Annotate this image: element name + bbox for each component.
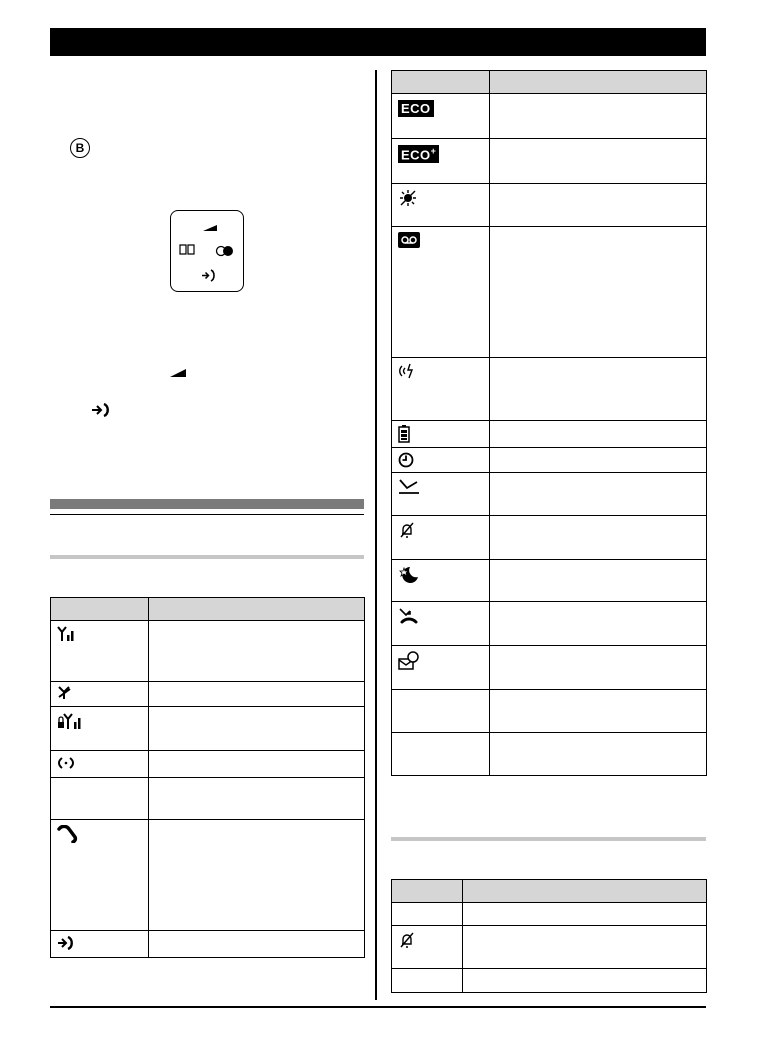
message-alert-icon (398, 478, 420, 496)
b-callout-badge: B (70, 138, 90, 158)
intercom-transfer-icon (201, 269, 217, 285)
handset-in-use-icon (57, 825, 79, 843)
meaning-column-header (463, 880, 707, 903)
intercom-icon (57, 936, 75, 950)
keypad-diagram (170, 210, 244, 292)
signal-locked-icon (57, 712, 85, 730)
table-row (392, 602, 490, 646)
meaning-column-header (490, 71, 707, 94)
table-row (392, 139, 490, 184)
table-row (392, 926, 463, 969)
night-mode-off-icon (398, 189, 418, 207)
eco-plus-icon: ECO+ (398, 145, 439, 163)
bottom-icon-table (391, 879, 707, 993)
phonebook-icon (179, 243, 195, 258)
eco-icon: ECO (398, 100, 434, 117)
intercom-icon-inline (91, 402, 111, 423)
table-row (392, 184, 490, 227)
night-mode-icon (398, 565, 420, 585)
table-row (392, 227, 490, 358)
table-row (51, 682, 149, 707)
section-heading-bar (50, 499, 364, 509)
table-row (392, 903, 463, 926)
out-of-range-icon (57, 686, 73, 700)
table-row (51, 707, 149, 751)
table-row (392, 421, 490, 448)
table-row (51, 621, 149, 682)
footer-rule (50, 1006, 706, 1008)
table-row (51, 778, 149, 820)
ringer-off-icon (398, 931, 416, 949)
column-divider (375, 70, 377, 1000)
meaning-column-header (149, 598, 365, 621)
table-row (392, 516, 490, 560)
missed-call-icon (398, 607, 420, 625)
table-row (392, 969, 463, 993)
table-row (51, 931, 149, 958)
table-row (392, 733, 490, 776)
table-row (392, 94, 490, 139)
section-underline (50, 514, 364, 515)
icon-column-header (392, 71, 490, 94)
volume-up-wedge-icon-inline (170, 369, 186, 377)
volume-up-wedge-icon (203, 225, 217, 231)
table-row (392, 473, 490, 516)
table-row (392, 560, 490, 602)
table-row (51, 820, 149, 931)
icon-column-header (392, 880, 463, 903)
page-header-bar (50, 28, 706, 56)
subsection-rule (50, 555, 364, 559)
answering-machine-icon (398, 232, 420, 248)
table-row (392, 358, 490, 421)
table-row (392, 448, 490, 473)
table-row (392, 690, 490, 733)
subsection-rule-right (391, 837, 706, 841)
right-icon-table (391, 70, 707, 776)
icon-column-header (51, 598, 149, 621)
voice-call-icon (398, 363, 416, 379)
signal-strength-icon (57, 626, 77, 642)
table-row (392, 646, 490, 690)
call-block-icon (398, 651, 420, 671)
ringer-off-icon (398, 521, 416, 539)
battery-icon (398, 425, 410, 443)
table-row (51, 751, 149, 778)
record-toggle-icon (215, 245, 235, 260)
left-icon-table (50, 597, 365, 958)
wireless-link-icon (57, 756, 75, 770)
clock-icon (398, 452, 414, 468)
